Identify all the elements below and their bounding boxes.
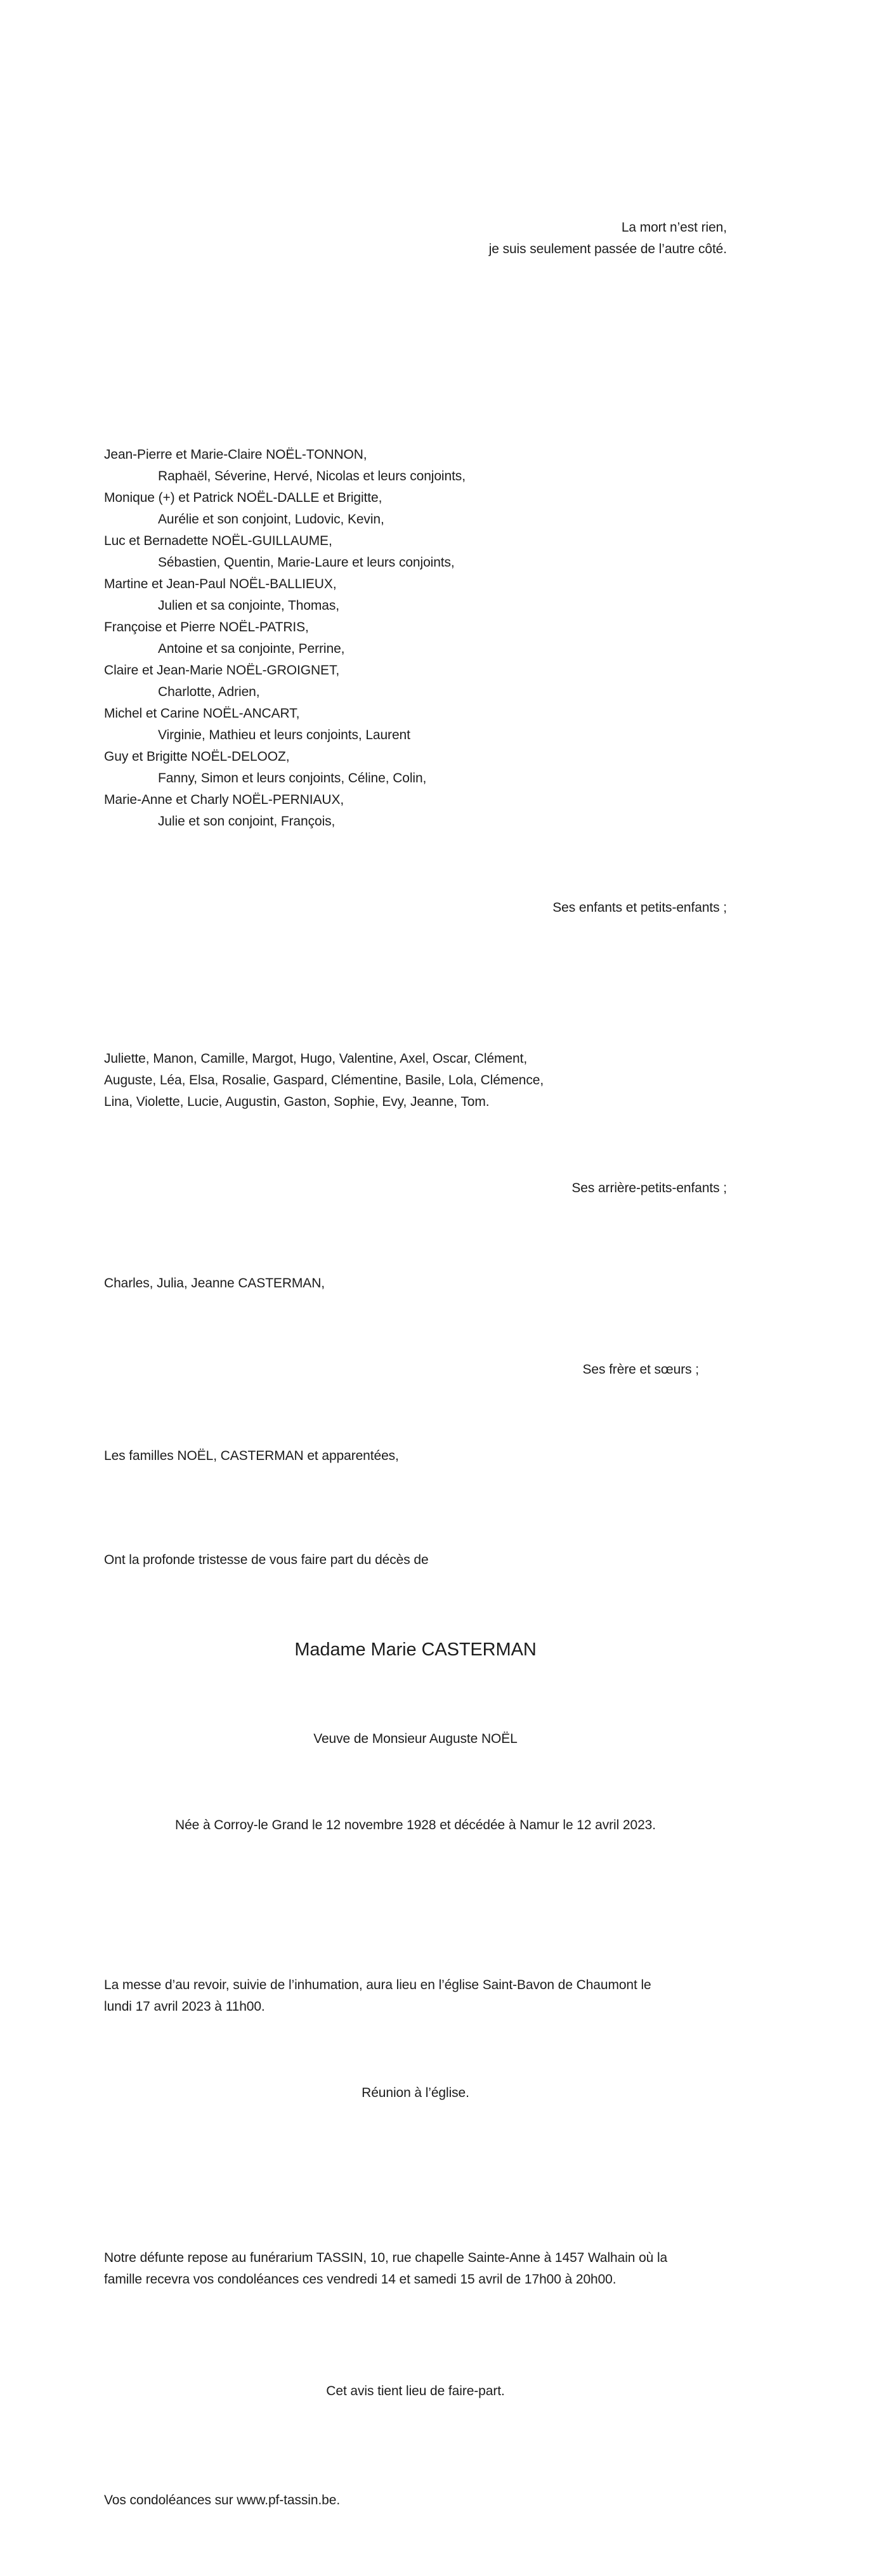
family-line: Raphaël, Séverine, Hervé, Nicolas et leurs conjoints, xyxy=(158,469,466,483)
family-line: Julien et sa conjointe, Thomas, xyxy=(158,598,340,613)
siblings-names-line: Charles, Julia, Jeanne CASTERMAN, xyxy=(104,1276,325,1291)
repose-line: Notre défunte repose au funérarium TASSIN, 10, rue chapelle Sainte-Anne à 1457 Walhain où la xyxy=(104,2251,668,2265)
family-line: Julie et son conjoint, François, xyxy=(158,814,336,829)
widow-line: Veuve de Monsieur Auguste NOËL xyxy=(313,1732,518,1746)
great-grandchildren-line: Juliette, Manon, Camille, Margot, Hugo, Valentine, Axel, Oscar, Clément, xyxy=(104,1051,528,1066)
great-grandchildren-line: Lina, Violette, Lucie, Augustin, Gaston, Sophie, Evy, Jeanne, Tom. xyxy=(104,1094,490,1109)
relation-label-siblings: Ses frère et sœurs ; xyxy=(582,1362,699,1377)
notice-line: Cet avis tient lieu de faire-part. xyxy=(326,2384,505,2398)
mass-paragraph xyxy=(104,1910,727,2018)
family-line: Martine et Jean-Paul NOËL-BALLIEUX, xyxy=(104,577,337,591)
repose-paragraph xyxy=(104,2183,727,2290)
family-line: Antoine et sa conjointe, Perrine, xyxy=(158,641,345,656)
announcement-intro: Ont la profonde tristesse de vous faire part du décès de xyxy=(104,1553,429,1567)
epigraph-line: La mort n’est rien, xyxy=(621,220,727,235)
family-line: Charlotte, Adrien, xyxy=(158,685,260,699)
family-line: Luc et Bernadette NOËL-GUILLAUME, xyxy=(104,534,332,548)
deceased-name: Madame Marie CASTERMAN xyxy=(294,1640,537,1660)
family-line: Aurélie et son conjoint, Ludovic, Kevin, xyxy=(158,512,384,527)
family-line: Virginie, Mathieu et leurs conjoints, Laurent xyxy=(158,728,410,742)
family-line: Marie-Anne et Charly NOËL-PERNIAUX, xyxy=(104,792,344,807)
family-line: Guy et Brigitte NOËL-DELOOZ, xyxy=(104,749,290,764)
family-line: Jean-Pierre et Marie-Claire NOËL-TONNON, xyxy=(104,447,367,462)
epigraph-line: je suis seulement passée de l’autre côté. xyxy=(488,242,727,256)
family-line: Michel et Carine NOËL-ANCART, xyxy=(104,706,300,721)
church-meeting-line: Réunion à l’église. xyxy=(362,2086,469,2100)
family-line: Françoise et Pierre NOËL-PATRIS, xyxy=(104,620,309,634)
family-line: Fanny, Simon et leurs conjoints, Céline, Colin, xyxy=(158,771,427,785)
family-list xyxy=(104,379,727,832)
family-line: Monique (+) et Patrick NOËL-DALLE et Brigitte, xyxy=(104,490,382,505)
great-grandchildren-line: Auguste, Léa, Elsa, Rosalie, Gaspard, Clémentine, Basile, Lola, Clémence, xyxy=(104,1073,544,1088)
condolences-line: Vos condoléances sur www.pf-tassin.be. xyxy=(104,2493,341,2507)
family-line: Claire et Jean-Marie NOËL-GROIGNET, xyxy=(104,663,340,678)
family-line: Sébastien, Quentin, Marie-Laure et leurs conjoints, xyxy=(158,555,455,570)
relation-label-children: Ses enfants et petits-enfants ; xyxy=(552,900,727,915)
repose-line: famille recevra vos condoléances ces vendredi 14 et samedi 15 avril de 17h00 à 20h00. xyxy=(104,2272,616,2287)
mass-line: lundi 17 avril 2023 à 11h00. xyxy=(104,1999,265,2014)
document-content xyxy=(104,0,727,2576)
epigraph-quote xyxy=(104,152,727,260)
relation-label-great-grandchildren: Ses arrière-petits-enfants ; xyxy=(571,1181,727,1195)
great-grandchildren-list xyxy=(104,983,727,1113)
mass-line: La messe d’au revoir, suivie de l’inhumation, aura lieu en l’église Saint-Bavon de Chaumont le xyxy=(104,1978,651,1992)
birth-death-line: Née à Corroy-le Grand le 12 novembre 1928 et décédée à Namur le 12 avril 2023. xyxy=(175,1818,656,1832)
families-line: Les familles NOËL, CASTERMAN et apparentées, xyxy=(104,1449,399,1463)
